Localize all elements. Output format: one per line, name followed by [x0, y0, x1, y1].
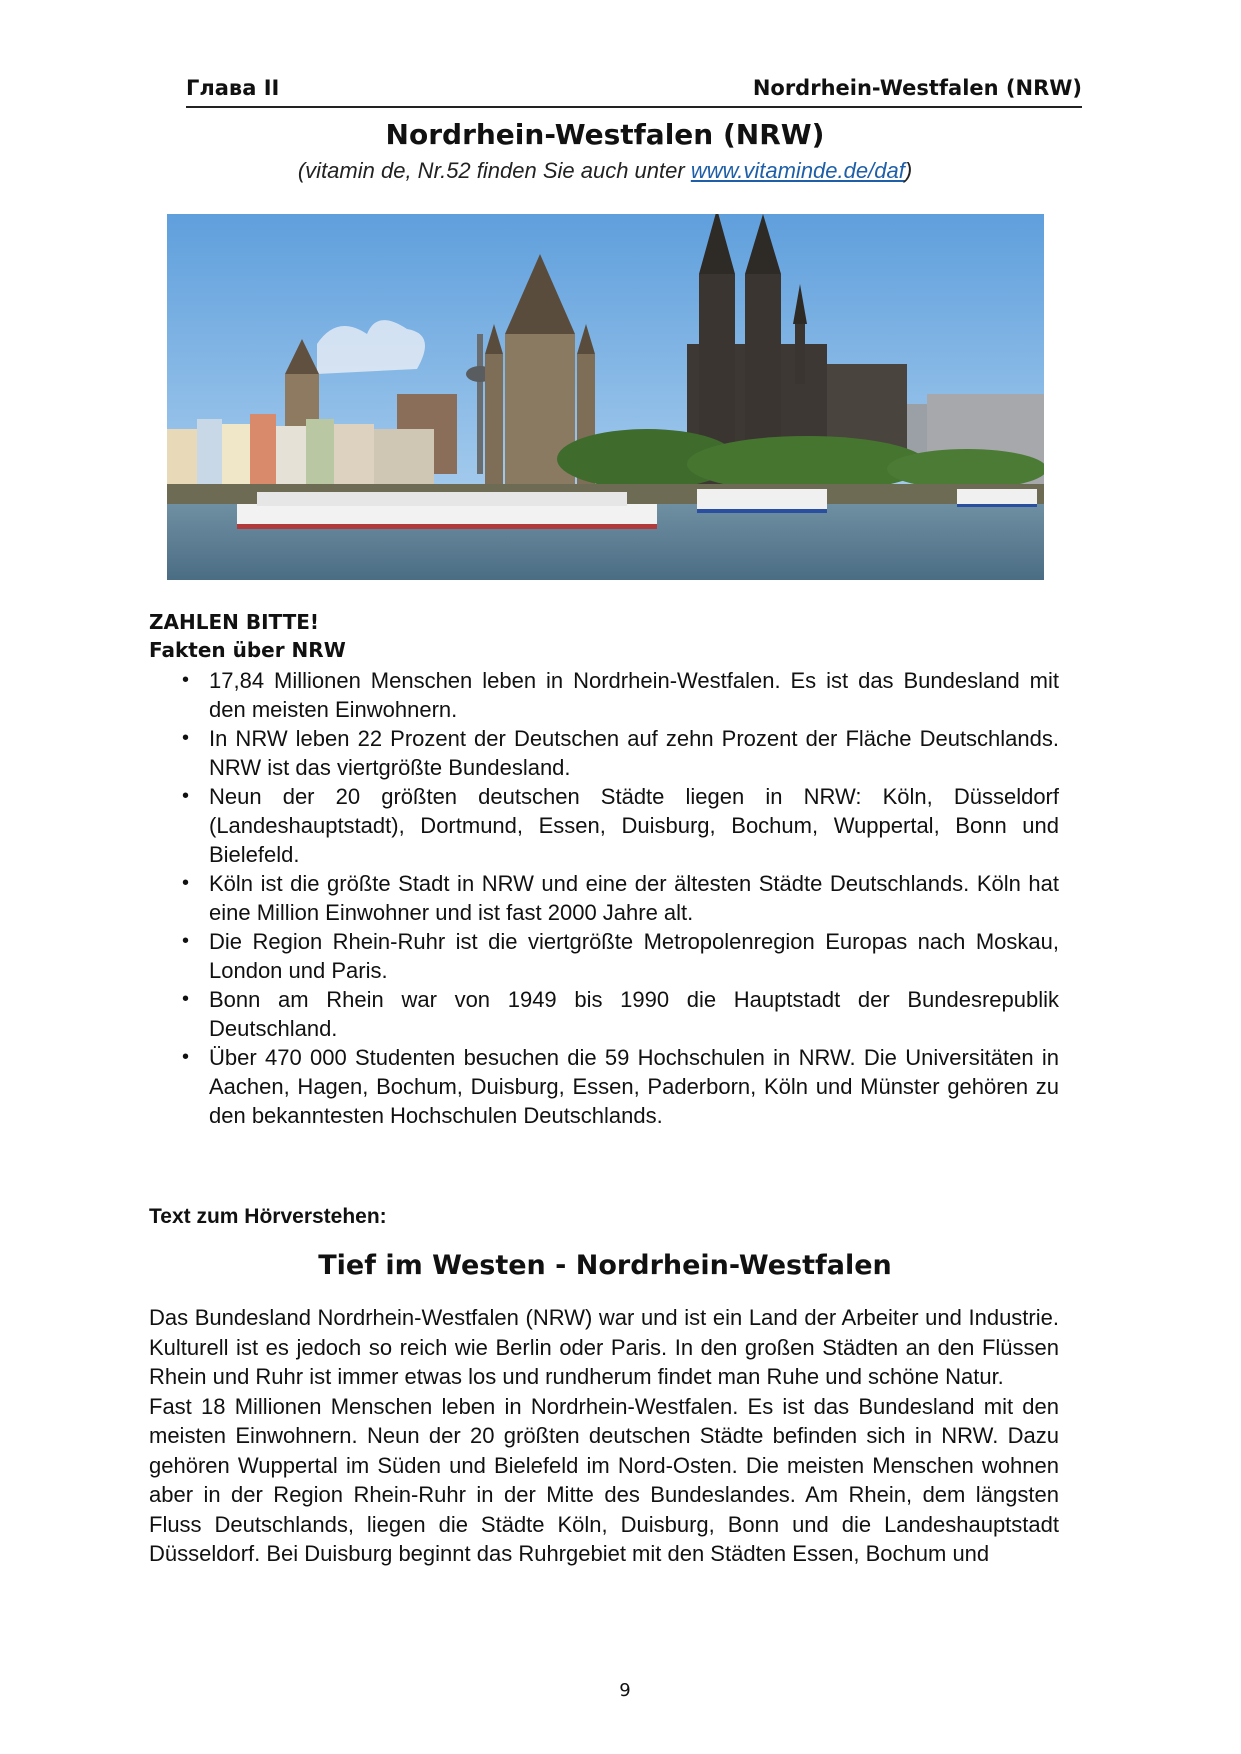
facts-heading-main: ZAHLEN BITTE!	[149, 610, 320, 634]
boat	[237, 504, 657, 526]
listening-title: Tief im Westen - Nordrhein-Westfalen	[318, 1250, 892, 1281]
facts-heading	[149, 608, 346, 664]
running-title: Nordrhein-Westfalen (NRW)	[752, 76, 1082, 100]
listening-heading: Text zum Hörverstehen:	[149, 1205, 387, 1228]
bullet-icon: •	[182, 785, 190, 807]
bullet-icon: •	[182, 988, 190, 1010]
list-item	[149, 782, 1059, 869]
page-title: Nordrhein-Westfalen (NRW)	[385, 118, 825, 151]
listening-text	[149, 1303, 1059, 1569]
list-item	[149, 927, 1059, 985]
list-item	[149, 1043, 1059, 1130]
list-item-text: Über 470 000 Studenten besuchen die 59 Hochschulen in NRW. Die Universitäten in Aachen, Hagen, Bochum, Duisburg, Essen, Paderborn, Köln und Münster gehören zu den bekanntesten Hochschulen Deutschlands.	[209, 1045, 1059, 1128]
list-item	[149, 724, 1059, 782]
facts-list	[149, 666, 1059, 1130]
page-number: 9	[619, 1680, 631, 1701]
source-note	[0, 158, 1210, 184]
paragraph: Fast 18 Millionen Menschen leben in Nordrhein-Westfalen. Es ist das Bundesland mit den meisten Einwohnern. Neun der 20 größten deutschen Städte befinden sich in NRW. Dazu gehören Wuppertal im Süden und Bielefeld im Nord-Osten. Die meisten Menschen wohnen aber in der Region Rhein-Ruhr in der Mitte des Bundeslandes. Am Rhein, dem längsten Fluss Deutschlands, liegen die Städte Köln, Duisburg, Bonn und die Landeshauptstadt Düsseldorf. Bei Duisburg beginnt das Ruhrgebiet mit den Städten Essen, Bochum und	[149, 1393, 1059, 1566]
source-note-prefix: (vitamin de, Nr.52 finden Sie auch unter	[297, 158, 691, 183]
list-item-text: Bonn am Rhein war von 1949 bis 1990 die Hauptstadt der Bundesrepublik Deutschland.	[209, 987, 1059, 1041]
bullet-icon: •	[182, 727, 190, 749]
list-item-text: In NRW leben 22 Prozent der Deutschen auf zehn Prozent der Fläche Deutschlands. NRW ist das viertgrößte Bundesland.	[209, 726, 1059, 780]
list-item	[149, 985, 1059, 1043]
list-item-text: 17,84 Millionen Menschen leben in Nordrhein-Westfalen. Es ist das Bundesland mit den meisten Einwohnern.	[209, 668, 1059, 722]
bullet-icon: •	[182, 669, 190, 691]
list-item-text: Neun der 20 größten deutschen Städte liegen in NRW: Köln, Düsseldorf (Landeshauptstadt), Dortmund, Essen, Duisburg, Bochum, Wuppertal, Bonn und Bielefeld.	[209, 784, 1059, 867]
boat	[697, 489, 827, 511]
bullet-icon: •	[182, 930, 190, 952]
chapter-label: Глава II	[186, 76, 280, 100]
running-header	[186, 74, 1082, 108]
list-item-text: Köln ist die größte Stadt in NRW und eine der ältesten Städte Deutschlands. Köln hat eine Million Einwohner und ist fast 2000 Jahre alt.	[209, 871, 1059, 925]
list-item-text: Die Region Rhein-Ruhr ist die viertgrößte Metropolenregion Europas nach Moskau, London und Paris.	[209, 929, 1059, 983]
paragraph: Das Bundesland Nordrhein-Westfalen (NRW) war und ist ein Land der Arbeiter und Industrie. Kulturell ist es jedoch so reich wie Berlin oder Paris. In den großen Städten an den Flüssen Rhein und Ruhr ist immer etwas los und rundherum findet man Ruhe und schöne Natur.	[149, 1305, 1059, 1389]
source-link[interactable]: www.vitaminde.de/daf	[690, 158, 905, 183]
cologne-skyline-photo	[167, 214, 1044, 580]
list-item	[149, 869, 1059, 927]
bullet-icon: •	[182, 1046, 190, 1068]
facts-heading-sub: Fakten über NRW	[149, 638, 346, 662]
source-note-suffix: )	[904, 158, 913, 183]
boat	[957, 489, 1037, 505]
list-item	[149, 666, 1059, 724]
bullet-icon: •	[182, 872, 190, 894]
tv-tower	[477, 334, 483, 474]
